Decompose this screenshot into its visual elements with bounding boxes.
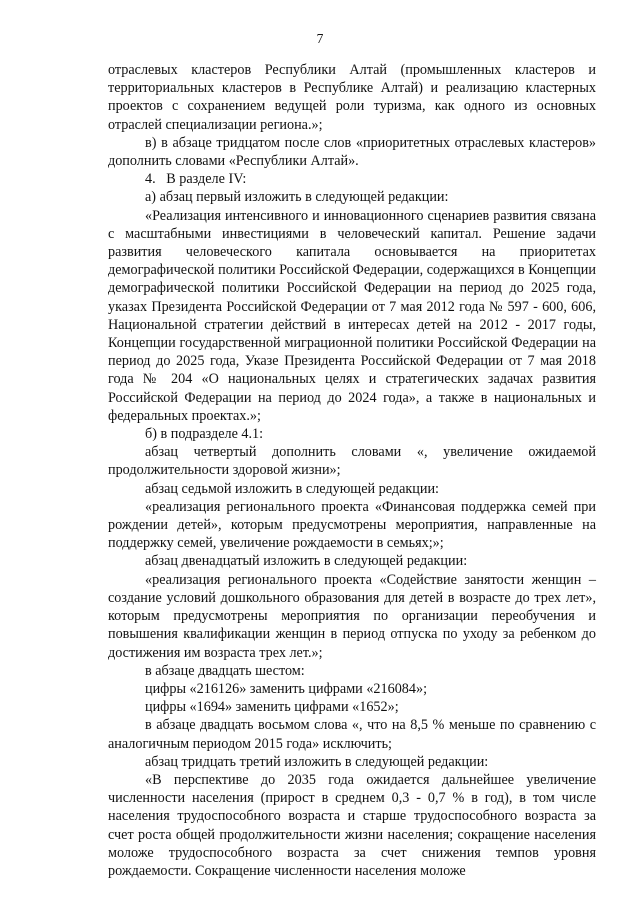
paragraph-quoted-women-employment: «реализация регионального проекта «Содействие занятости женщин – создание условий дошкольного образования для детей в возрасте до трех лет», которым предусмотрены мероприятия по организации переобучения и повышения квалификации женщин в период отпуска по уходу за ребенком до достижения им возраста трех лет.»; bbox=[108, 571, 596, 661]
paragraph-item-a: а) абзац первый изложить в следующей редакции: bbox=[145, 189, 449, 206]
paragraph-replace-digits-1: цифры «216126» заменить цифрами «216084»; bbox=[145, 680, 428, 697]
paragraph-twelfth-abzac: абзац двенадцатый изложить в следующей редакции: bbox=[145, 553, 468, 570]
paragraph-quoted-family-support: «реализация регионального проекта «Финансовая поддержка семей при рождении детей», которым предусмотрены мероприятия, направленные на поддержку семей, увеличение рождаемости в семьях;»; bbox=[108, 498, 596, 552]
document-body bbox=[108, 61, 596, 880]
paragraph-cluster-continuation: отраслевых кластеров Республики Алтай (промышленных кластеров и территориальных кластеров в Республике Алтай) и реализацию кластерных проектов с сохранением ведущей роли туризма, как одного из основных отраслей специализации региона.»; bbox=[108, 62, 596, 133]
paragraph-fourth-abzac: абзац четвертый дополнить словами «, увеличение ожидаемой продолжительности здоровой жизни»; bbox=[108, 444, 596, 479]
paragraph-quoted-human-capital: «Реализация интенсивного и инновационного сценариев развития связана с масштабными инвестициями в человеческий капитал. Решение задачи развития человеческого капитала основывается на приоритетах демографической политики Российской Федерации, содержащихся в Концепции демографической политики Российской Федерации на период до 2025 года, указах Президента Российской Федерации от 7 мая 2012 года № 597 - 600, 606, Национальной стратегии действий в интересах детей на 2012 - 2017 годы, Концепции государственной миграционной политики Российской Федерации на период до 2025 года, Указе Президента Российской Федерации от 7 мая 2018 года № 204 «О национальных целях и стратегических задачах развития Российской Федерации на период до 2024 года», а также в национальных и федеральных проектах.»; bbox=[108, 207, 596, 424]
paragraph-replace-digits-2: цифры «1694» заменить цифрами «1652»; bbox=[145, 699, 399, 716]
paragraph-twenty-eighth-abzac: в абзаце двадцать восьмом слова «, что на 8,5 % меньше по сравнению с аналогичным периодом 2015 года» исключить; bbox=[108, 717, 596, 752]
paragraph-thirty-third-abzac: абзац тридцать третий изложить в следующей редакции: bbox=[145, 753, 489, 770]
paragraph-item-v: в) в абзаце тридцатом после слов «приоритетных отраслевых кластеров» дополнить словами «Республики Алтай». bbox=[108, 134, 596, 170]
paragraph-twenty-sixth-abzac: в абзаце двадцать шестом: bbox=[145, 662, 305, 679]
paragraph-seventh-abzac: абзац седьмой изложить в следующей редакции: bbox=[145, 480, 440, 497]
paragraph-section-4-heading: 4. В разделе IV: bbox=[145, 171, 247, 188]
paragraph-item-b: б) в подразделе 4.1: bbox=[145, 426, 264, 443]
paragraph-quoted-population-outlook: «В перспективе до 2035 года ожидается дальнейшее увеличение численности населения (прирост в среднем 0,3 - 0,7 % в год), в том числе населения трудоспособного возраста и старше трудоспособного возраста за счет роста общей продолжительности жизни населения; сокращение населения моложе трудоспособного возраста за счет снижения темпов уровня рождаемости. Сокращение численности населения моложе bbox=[108, 771, 596, 879]
page-number: 7 bbox=[316, 31, 324, 46]
